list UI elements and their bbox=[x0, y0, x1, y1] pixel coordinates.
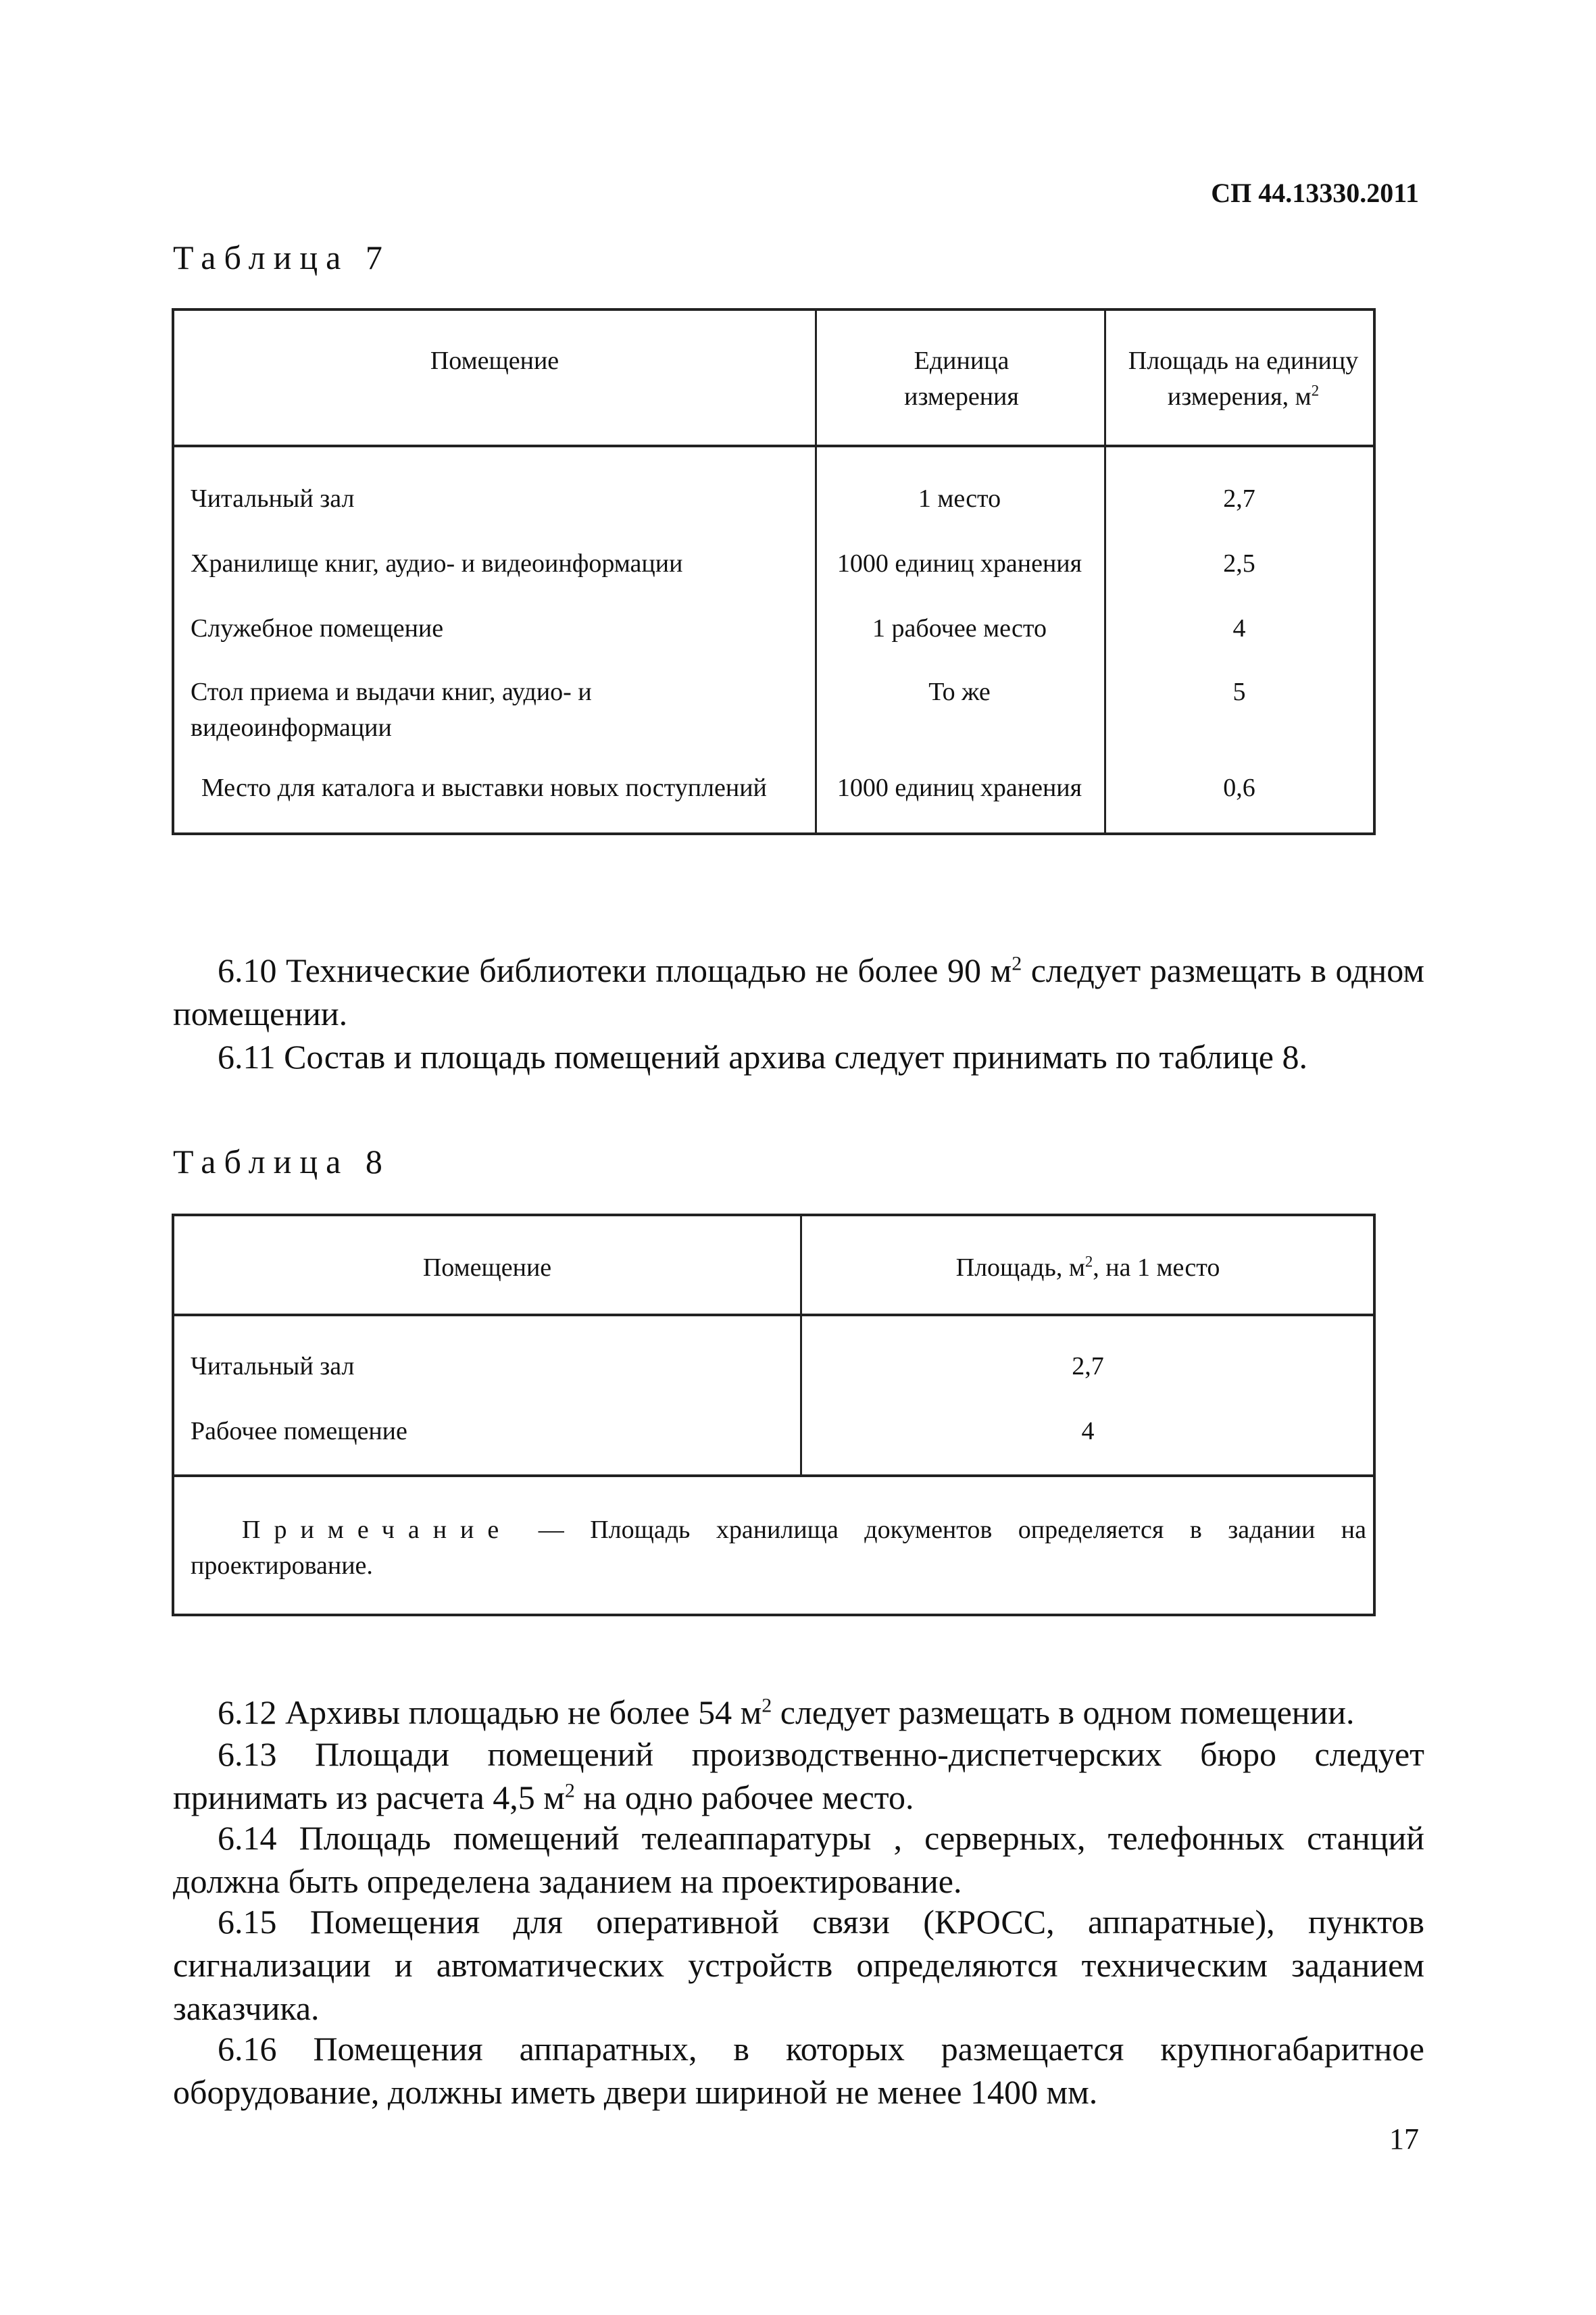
table7-row3-area: 4 bbox=[1232, 614, 1246, 643]
table7-row4-unit: То же bbox=[928, 678, 991, 706]
table7-row5-room: Место для каталога и выставки новых поступлений bbox=[201, 774, 767, 802]
paragraph-6-16: 6.16 Помещения аппаратных, в которых размещается крупногабаритное оборудование, должны иметь двери шириной не менее 1400 мм. bbox=[173, 2030, 1424, 2111]
table8-row1-area: 2,7 bbox=[1072, 1352, 1104, 1380]
table8 bbox=[172, 1214, 1376, 1616]
table8-header-room: Помещение bbox=[422, 1253, 552, 1282]
paragraph-6-14: 6.14 Площадь помещений телеаппаратуры , серверных, телефонных станций должна быть определена заданием на проектирование. bbox=[173, 1819, 1424, 1900]
table7-row2-area: 2,5 bbox=[1223, 549, 1255, 578]
paragraph-6-11: 6.11 Состав и площадь помещений архива следует принимать по таблице 8. bbox=[218, 1038, 1307, 1076]
table7-header-unit: Единица измерения bbox=[904, 347, 1019, 412]
table8-header-area: Площадь, $м^2$, на 1 место bbox=[955, 1253, 1220, 1282]
table7-row1-area: 2,7 bbox=[1223, 484, 1255, 513]
paragraph-6-13: 6.13 Площади помещений производственно-диспетчерских бюро следует принимать из расчета 4,5 $м^2$ на одно рабочее место. bbox=[173, 1735, 1424, 1816]
table8-row2-room: Рабочее помещение bbox=[191, 1417, 407, 1445]
paragraph-6-12: 6.12 Архивы площадью не более 54 $м^2$ следует размещать в одном помещении. bbox=[218, 1693, 1355, 1731]
paragraph-6-10: 6.10 Технические библиотеки площадью не более 90 $м^2$ следует размещать в одном помещении. bbox=[173, 951, 1424, 1032]
table7-row2-room: Хранилище книг, аудио- и видеоинформации bbox=[191, 549, 683, 578]
table7-header-room: Помещение bbox=[430, 347, 559, 375]
table7-row1-room: Читальный зал bbox=[191, 484, 355, 513]
table8-note: Примечание — Площадь хранилища документов определяется в задании на проектирование. bbox=[191, 1516, 1367, 1580]
table8-caption: Таблица 8 bbox=[173, 1143, 391, 1180]
page-number: 17 bbox=[1389, 2122, 1419, 2156]
table7-header-area: Площадь на единицу измерения, $м^2$ bbox=[1128, 347, 1359, 412]
table7-row1-unit: 1 место bbox=[918, 484, 1001, 513]
table7-row3-unit: 1 рабочее место bbox=[872, 614, 1047, 643]
table7-row4-room: Стол приема и выдачи книг, аудио- и видеоинформации bbox=[191, 678, 592, 743]
table8-row1-room: Читальный зал bbox=[191, 1352, 355, 1380]
table7-row3-room: Служебное помещение bbox=[191, 614, 444, 643]
table7-row2-unit: 1000 единиц хранения bbox=[837, 549, 1082, 578]
table7-row5-area: 0,6 bbox=[1223, 774, 1255, 802]
table7-caption: Таблица 7 bbox=[173, 239, 391, 276]
document-code: СП 44.13330.2011 bbox=[1211, 178, 1419, 208]
table7-row5-unit: 1000 единиц хранения bbox=[837, 774, 1082, 802]
table7 bbox=[172, 308, 1376, 835]
paragraph-6-15: 6.15 Помещения для оперативной связи (КРОСС, аппаратные), пунктов сигнализации и автоматических устройств определяются техническим заданием заказчика. bbox=[173, 1903, 1424, 2027]
table8-row2-area: 4 bbox=[1081, 1417, 1095, 1445]
table7-row4-area: 5 bbox=[1232, 678, 1246, 706]
